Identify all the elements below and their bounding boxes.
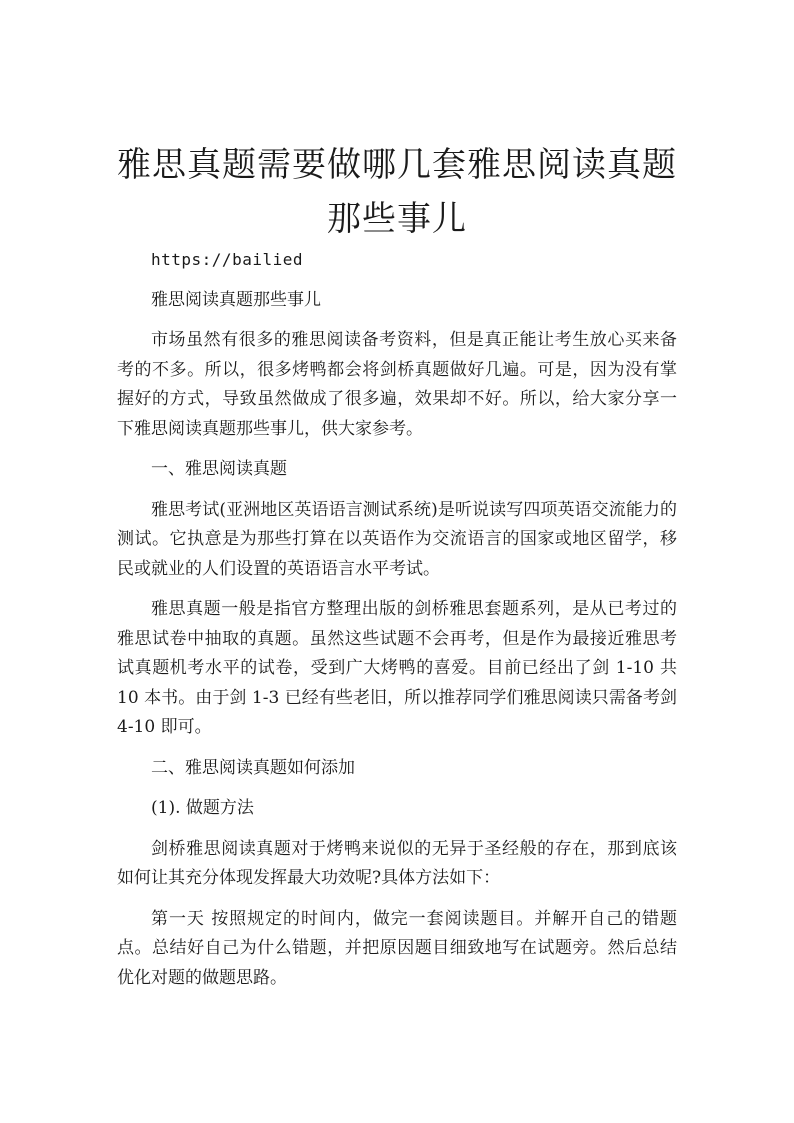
day-one-paragraph: 第一天 按照规定的时间内，做完一套阅读题目。并解开自己的错题点。总结好自己为什么错题，并把原因题目细致地写在试题旁。然后总结优化对题的做题思路。 xyxy=(117,908,677,988)
ielts-intro-paragraph: 雅思考试(亚洲地区英语语言测试系统)是听说读写四项英语交流能力的测试。它执意是为那些打算在以英语作为交流语言的国家或地区留学，移民或就业的人们设置的英语语言水平考试。 xyxy=(117,499,677,579)
document-body xyxy=(117,245,677,1004)
subtitle-paragraph: 雅思阅读真题那些事儿 xyxy=(151,289,321,310)
document-title: 雅思真题需要做哪几套雅思阅读真题那些事儿 xyxy=(117,145,677,239)
source-url-text: https://bailied xyxy=(151,250,303,269)
section-heading-1: 一、雅思阅读真题 xyxy=(151,459,287,479)
method-intro-paragraph: 剑桥雅思阅读真题对于烤鸭来说似的无异于圣经般的存在，那到底该如何让其充分体现发挥最大功效呢?具体方法如下： xyxy=(117,838,677,888)
intro-paragraph: 市场虽然有很多的雅思阅读备考资料，但是真正能让考生放心买来备考的不多。所以，很多烤鸭都会将剑桥真题做好几遍。可是，因为没有掌握好的方式，导致虽然做成了很多遍，效果却不好。所以，给大家分享一下雅思阅读真题那些事儿，供大家参考。 xyxy=(117,330,677,439)
section-heading-2: 二、雅思阅读真题如何添加 xyxy=(151,757,355,778)
cambridge-books-paragraph: 雅思真题一般是指官方整理出版的剑桥雅思套题系列，是从已考过的雅思试卷中抽取的真题。虽然这些试题不会再考，但是作为最接近雅思考试真题机考水平的试卷，受到广大烤鸭的喜爱。目前已经出了剑 1-10 共 10 本书。由于剑 1-3 已经有些老旧，所以推荐同学们雅思阅读只需备考剑 4-10 即可。 xyxy=(117,599,677,737)
subsection-heading-1: (1). 做题方法 xyxy=(151,798,254,818)
